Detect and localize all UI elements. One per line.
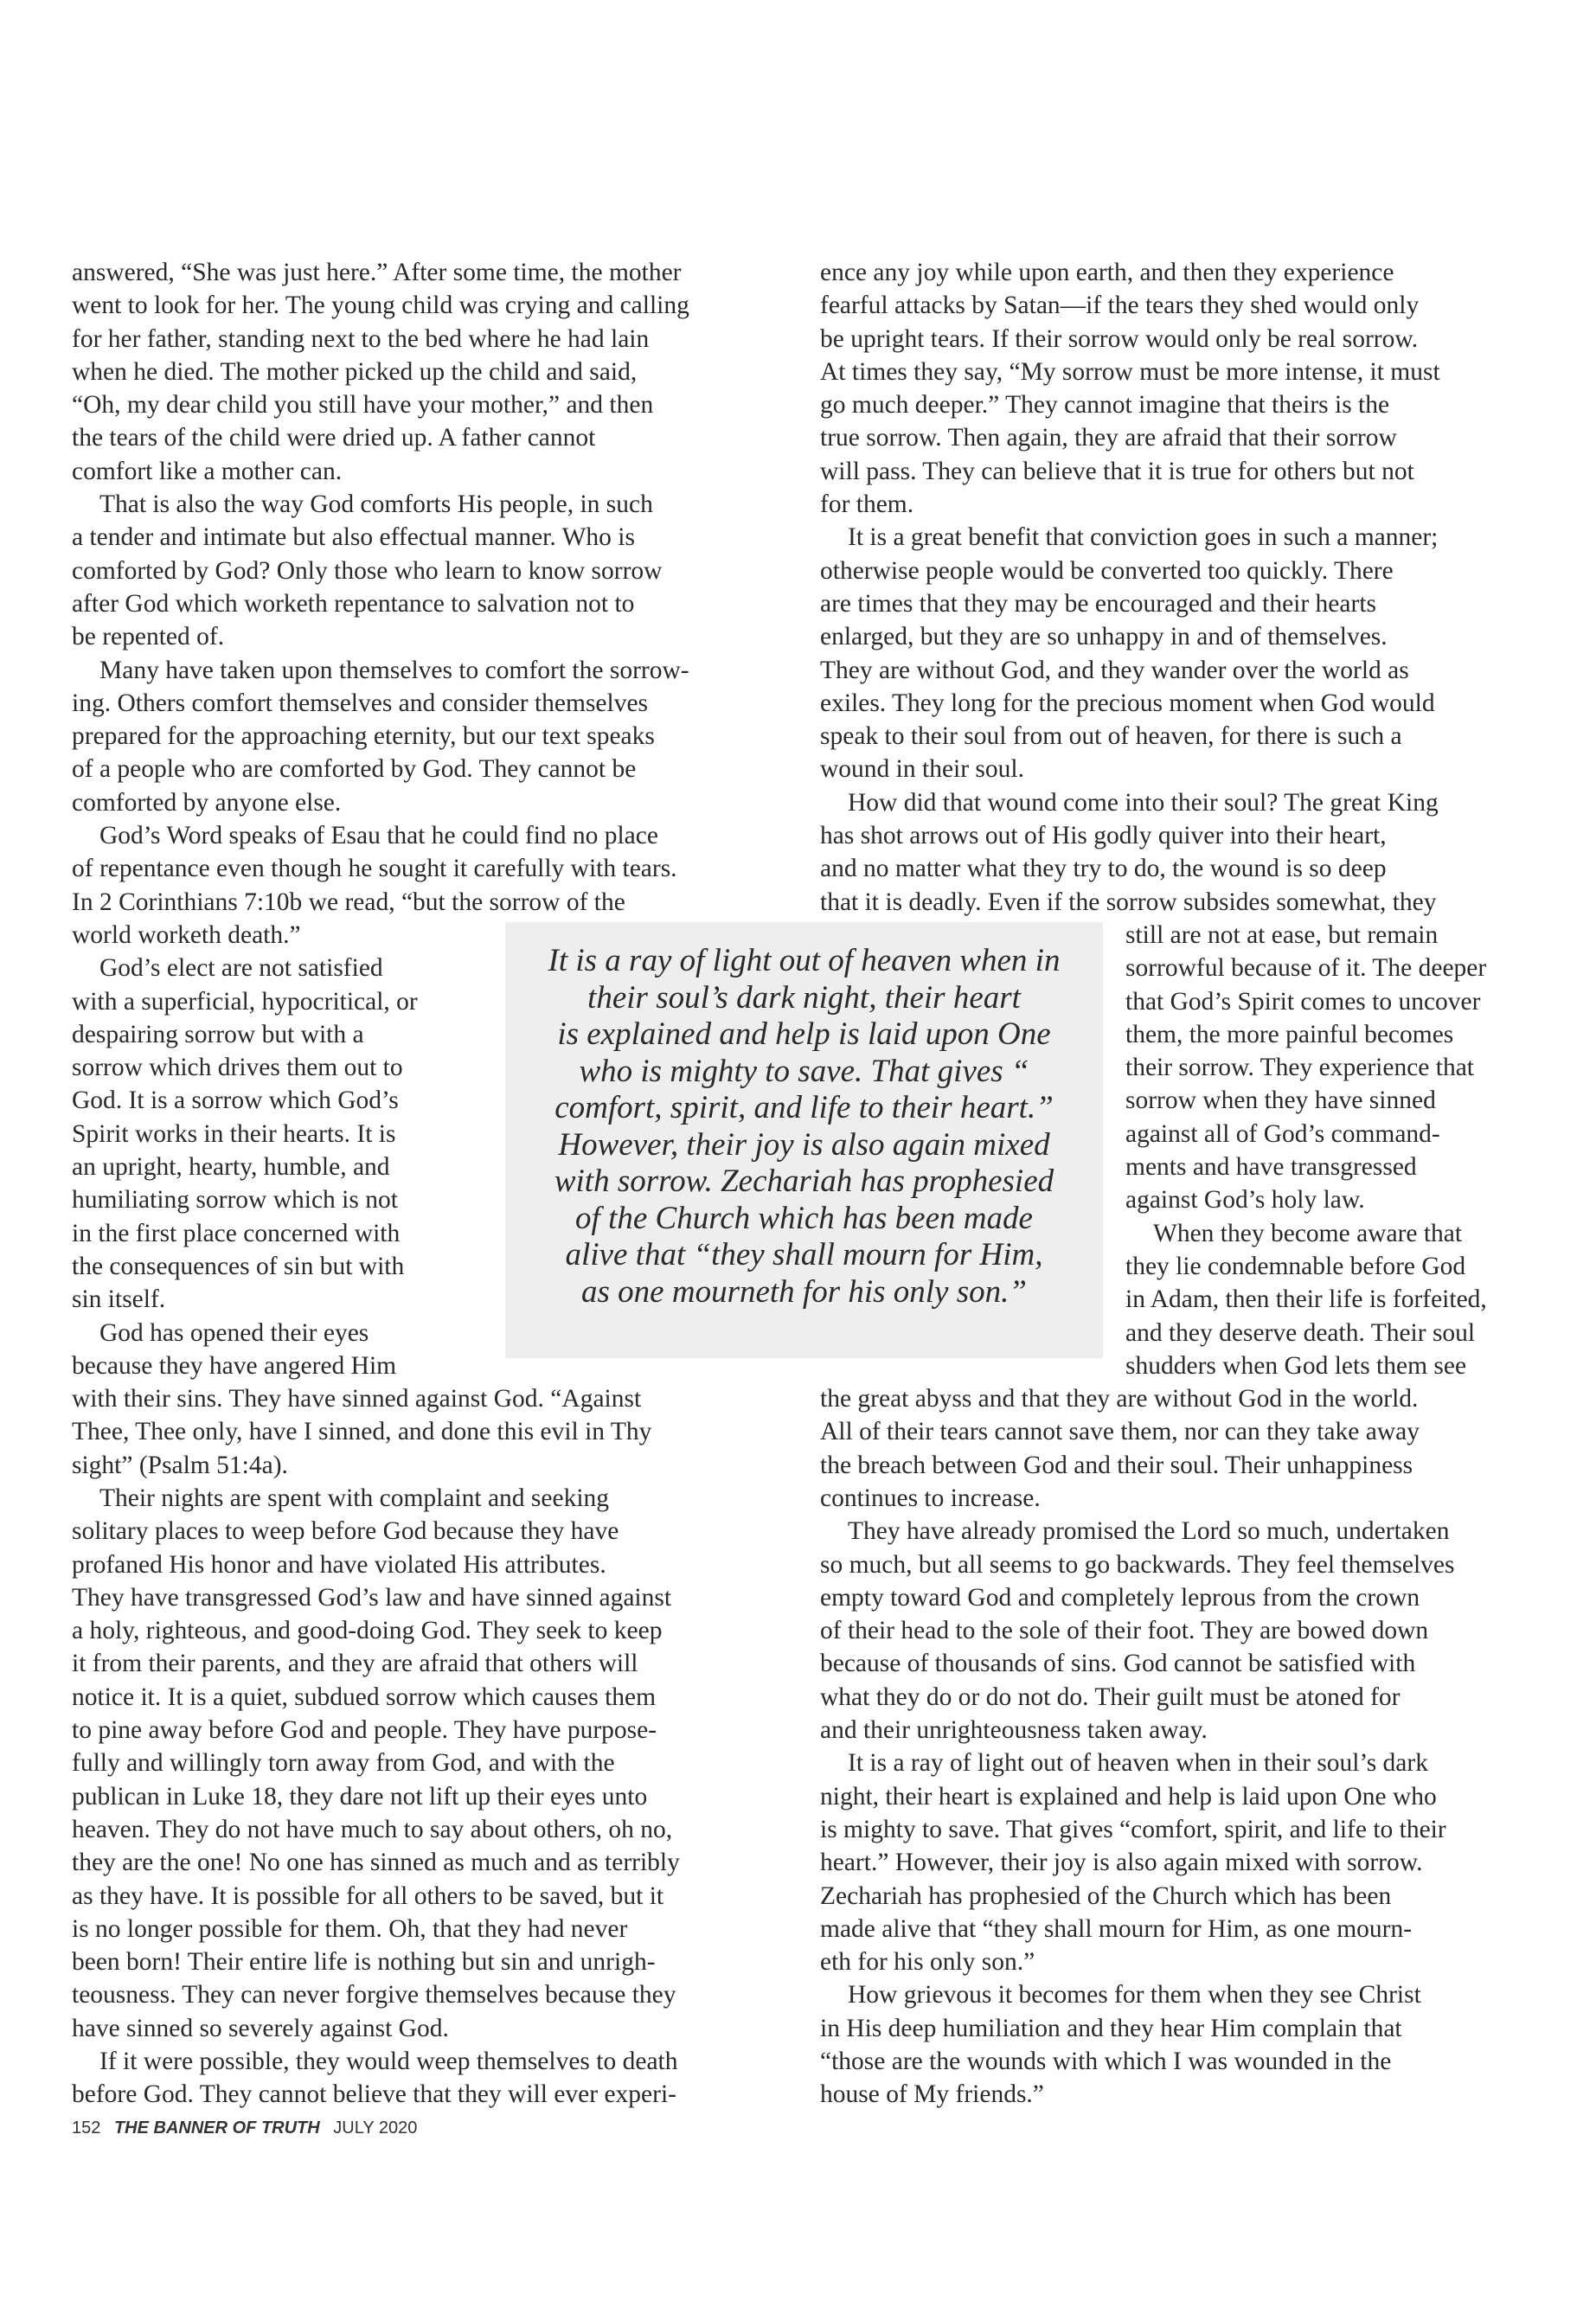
text-line: of their head to the sole of their foot. They are bowed down <box>820 1617 1429 1645</box>
text-line: In 2 Corinthians 7:10b we read, “but the sorrow of the <box>72 888 625 916</box>
pull-quote-line: who is mighty to save. That gives “ <box>579 1053 1029 1089</box>
pull-quote-line: with sorrow. Zechariah has prophesied <box>554 1163 1054 1199</box>
text-line: teousness. They can never forgive themselves because they <box>72 1981 676 2009</box>
text-line: publican in Luke 18, they dare not lift up their eyes unto <box>72 1782 648 1811</box>
text-line: be upright tears. If their sorrow would only be real sorrow. <box>820 324 1419 353</box>
text-line: solitary places to weep before God because they have <box>72 1517 619 1546</box>
text-line: It is a great benefit that conviction goes in such a manner; <box>848 523 1439 552</box>
text-line: for her father, standing next to the bed where he had lain <box>72 324 650 353</box>
text-line: is mighty to save. That gives “comfort, spirit, and life to their <box>820 1815 1446 1843</box>
text-line: continues to increase. <box>820 1484 1041 1512</box>
text-line: They have already promised the Lord so much, undertaken <box>848 1517 1450 1546</box>
text-line: with their sins. They have sinned against God. “Against <box>72 1385 642 1413</box>
text-line: Spirit works in their hearts. It is <box>72 1119 396 1148</box>
text-line: God. It is a sorrow which God’s <box>72 1086 399 1115</box>
text-line: is no longer possible for them. Oh, that they had never <box>72 1914 628 1943</box>
page-footer <box>72 2118 417 2138</box>
text-line: Zechariah has prophesied of the Church which has been <box>820 1881 1392 1910</box>
text-line: wound in their soul. <box>820 755 1024 784</box>
text-line: will pass. They can believe that it is true for others but not <box>820 457 1414 485</box>
text-line: fully and willingly torn away from God, and with the <box>72 1749 615 1778</box>
text-line: are times that they may be encouraged and their hearts <box>820 589 1376 618</box>
pull-quote-line: their soul’s dark night, their heart <box>587 979 1021 1016</box>
text-line: because of thousands of sins. God cannot be satisfied with <box>820 1650 1416 1678</box>
issue-date: JULY 2020 <box>333 2118 418 2138</box>
text-line: profaned His honor and have violated His attributes. <box>72 1550 606 1579</box>
text-line: At times they say, “My sorrow must be more intense, it must <box>820 357 1440 386</box>
text-line: night, their heart is explained and help is laid upon One who <box>820 1782 1437 1811</box>
text-line: despairing sorrow but with a <box>72 1020 364 1048</box>
pull-quote-line: However, their joy is also again mixed <box>558 1126 1050 1163</box>
text-line: the great abyss and that they are without God in the world. <box>820 1385 1419 1413</box>
text-line: and no matter what they try to do, the wound is so deep <box>820 855 1387 883</box>
text-line: comfort like a mother can. <box>72 457 343 485</box>
text-line: They have transgressed God’s law and have sinned against <box>72 1583 672 1612</box>
text-line: that it is deadly. Even if the sorrow subsides somewhat, they <box>820 888 1437 916</box>
text-line: ence any joy while upon earth, and then they experience <box>820 259 1394 286</box>
text-line: what they do or do not do. Their guilt must be atoned for <box>820 1682 1401 1711</box>
text-line: be repented of. <box>72 623 225 651</box>
text-line: sight” (Psalm 51:4a). <box>72 1451 288 1479</box>
text-line: have sinned so severely against God. <box>72 2014 449 2042</box>
text-line: house of My friends.” <box>820 2080 1044 2109</box>
text-line: has shot arrows out of His godly quiver into their heart, <box>820 822 1387 850</box>
text-line: comforted by God? Only those who learn to know sorrow <box>72 556 663 585</box>
page-number: 152 <box>72 2118 101 2138</box>
text-line: All of their tears cannot save them, nor can they take away <box>820 1418 1420 1446</box>
pull-quote-line: comfort, spirit, and life to their heart.” <box>554 1090 1054 1125</box>
text-line: Many have taken upon themselves to comfort the sorrow- <box>99 656 689 684</box>
text-line: empty toward God and completely leprous from the crown <box>820 1583 1420 1612</box>
magazine-title: THE BANNER OF TRUTH <box>113 2118 320 2138</box>
text-line: their sorrow. They experience that <box>1125 1054 1475 1082</box>
text-line: sorrowful because of it. The deeper <box>1125 954 1487 983</box>
text-line: When they become aware that <box>1153 1219 1463 1247</box>
text-line: sorrow which drives them out to <box>72 1054 403 1082</box>
text-line: went to look for her. The young child was crying and calling <box>72 292 689 320</box>
pull-quote-line: alive that “they shall mourn for Him, <box>565 1237 1043 1272</box>
text-line: God has opened their eyes <box>99 1318 369 1347</box>
text-line: the tears of the child were dried up. A father cannot <box>72 424 596 452</box>
text-line: against all of God’s command- <box>1125 1119 1440 1148</box>
text-line: How grievous it becomes for them when they see Christ <box>848 1981 1421 2009</box>
text-line: and they deserve death. Their soul <box>1125 1318 1476 1347</box>
text-line: otherwise people would be converted too quickly. There <box>820 556 1394 585</box>
text-line: comforted by anyone else. <box>72 788 342 817</box>
text-line: Their nights are spent with complaint and seeking <box>99 1484 610 1512</box>
pull-quote-line: is explained and help is laid upon One <box>557 1016 1051 1052</box>
text-line: That is also the way God comforts His people, in such <box>99 490 653 519</box>
text-line: enlarged, but they are so unhappy in and of themselves. <box>820 623 1388 651</box>
text-line: true sorrow. Then again, they are afraid that their sorrow <box>820 424 1397 452</box>
text-line: as they have. It is possible for all others to be saved, but it <box>72 1881 664 1910</box>
text-line: against God’s holy law. <box>1125 1186 1365 1215</box>
text-line: exiles. They long for the precious moment when God would <box>820 689 1435 717</box>
text-line: Thee, Thee only, have I sinned, and done this evil in Thy <box>72 1418 652 1446</box>
text-line: them, the more painful becomes <box>1125 1020 1454 1048</box>
text-line: been born! Their entire life is nothing but sin and unrigh- <box>72 1948 656 1977</box>
text-line: notice it. It is a quiet, subdued sorrow which causes them <box>72 1682 657 1711</box>
text-line: and their unrighteousness taken away. <box>820 1716 1208 1745</box>
text-line: ments and have transgressed <box>1125 1153 1417 1182</box>
text-line: it from their parents, and they are afraid that others will <box>72 1650 638 1678</box>
text-line: in Adam, then their life is forfeited, <box>1125 1285 1487 1314</box>
text-line: before God. They cannot believe that they will ever experi- <box>72 2080 676 2109</box>
text-line: heaven. They do not have much to say about others, oh no, <box>72 1815 673 1843</box>
text-line: so much, but all seems to go backwards. They feel themselves <box>820 1550 1455 1579</box>
text-line: heart.” However, their joy is also again mixed with sorrow. <box>820 1849 1423 1877</box>
text-line: sorrow when they have sinned <box>1125 1086 1436 1115</box>
text-line: with a superficial, hypocritical, or <box>72 987 418 1016</box>
text-line: a holy, righteous, and good-doing God. They seek to keep <box>72 1617 663 1645</box>
text-line: still are not at ease, but remain <box>1125 920 1439 949</box>
text-line: the consequences of sin but with <box>72 1252 405 1280</box>
pull-quote <box>505 922 1103 1358</box>
text-line: they are the one! No one has sinned as much and as terribly <box>72 1849 680 1877</box>
text-line: ing. Others comfort themselves and consider themselves <box>72 689 649 717</box>
text-line: that God’s Spirit comes to uncover <box>1125 987 1481 1016</box>
text-line: to pine away before God and people. They have purpose- <box>72 1716 657 1745</box>
text-line: after God which worketh repentance to salvation not to <box>72 589 635 618</box>
text-line: of repentance even though he sought it carefully with tears. <box>72 855 677 883</box>
text-line: If it were possible, they would weep themselves to death <box>99 2048 678 2076</box>
text-line: “those are the wounds with which I was wounded in the <box>820 2048 1392 2076</box>
text-line: world worketh death.” <box>72 920 301 949</box>
text-line: humiliating sorrow which is not <box>72 1186 398 1215</box>
text-line: God’s Word speaks of Esau that he could find no place <box>99 822 658 850</box>
text-line: in the first place concerned with <box>72 1219 401 1247</box>
text-line: they lie condemnable before God <box>1125 1252 1466 1280</box>
pull-quote-line: as one mourneth for his only son.” <box>581 1273 1027 1310</box>
text-line: They are without God, and they wander over the world as <box>820 656 1409 684</box>
text-line: when he died. The mother picked up the child and said, <box>72 357 638 386</box>
text-line: a tender and intimate but also effectual manner. Who is <box>72 523 635 552</box>
text-line: speak to their soul from out of heaven, for there is such a <box>820 722 1402 751</box>
text-line: go much deeper.” They cannot imagine that theirs is the <box>820 391 1390 420</box>
text-line: prepared for the approaching eternity, but our text speaks <box>72 722 655 751</box>
text-line: fearful attacks by Satan—if the tears they shed would only <box>820 292 1420 320</box>
text-line: made alive that “they shall mourn for Him, as one mourn- <box>820 1914 1413 1943</box>
text-line: the breach between God and their soul. Their unhappiness <box>820 1451 1413 1479</box>
text-line: How did that wound come into their soul? The great King <box>848 788 1439 817</box>
text-line: answered, “She was just here.” After some time, the mother <box>72 259 682 286</box>
text-line: sin itself. <box>72 1285 166 1314</box>
pull-quote-line: of the Church which has been made <box>575 1200 1033 1236</box>
text-line: for them. <box>820 490 914 519</box>
text-line: an upright, hearty, humble, and <box>72 1153 390 1182</box>
pull-quote-line: It is a ray of light out of heaven when in <box>548 943 1061 978</box>
text-line: because they have angered Him <box>72 1351 397 1380</box>
text-line: God’s elect are not satisfied <box>99 954 383 983</box>
text-line: It is a ray of light out of heaven when in their soul’s dark <box>848 1749 1428 1778</box>
text-line: eth for his only son.” <box>820 1948 1035 1977</box>
text-line: “Oh, my dear child you still have your mother,” and then <box>72 391 654 420</box>
text-line: shudders when God lets them see <box>1125 1351 1467 1380</box>
text-line: of a people who are comforted by God. They cannot be <box>72 755 637 784</box>
text-line: in His deep humiliation and they hear Him complain that <box>820 2014 1402 2042</box>
